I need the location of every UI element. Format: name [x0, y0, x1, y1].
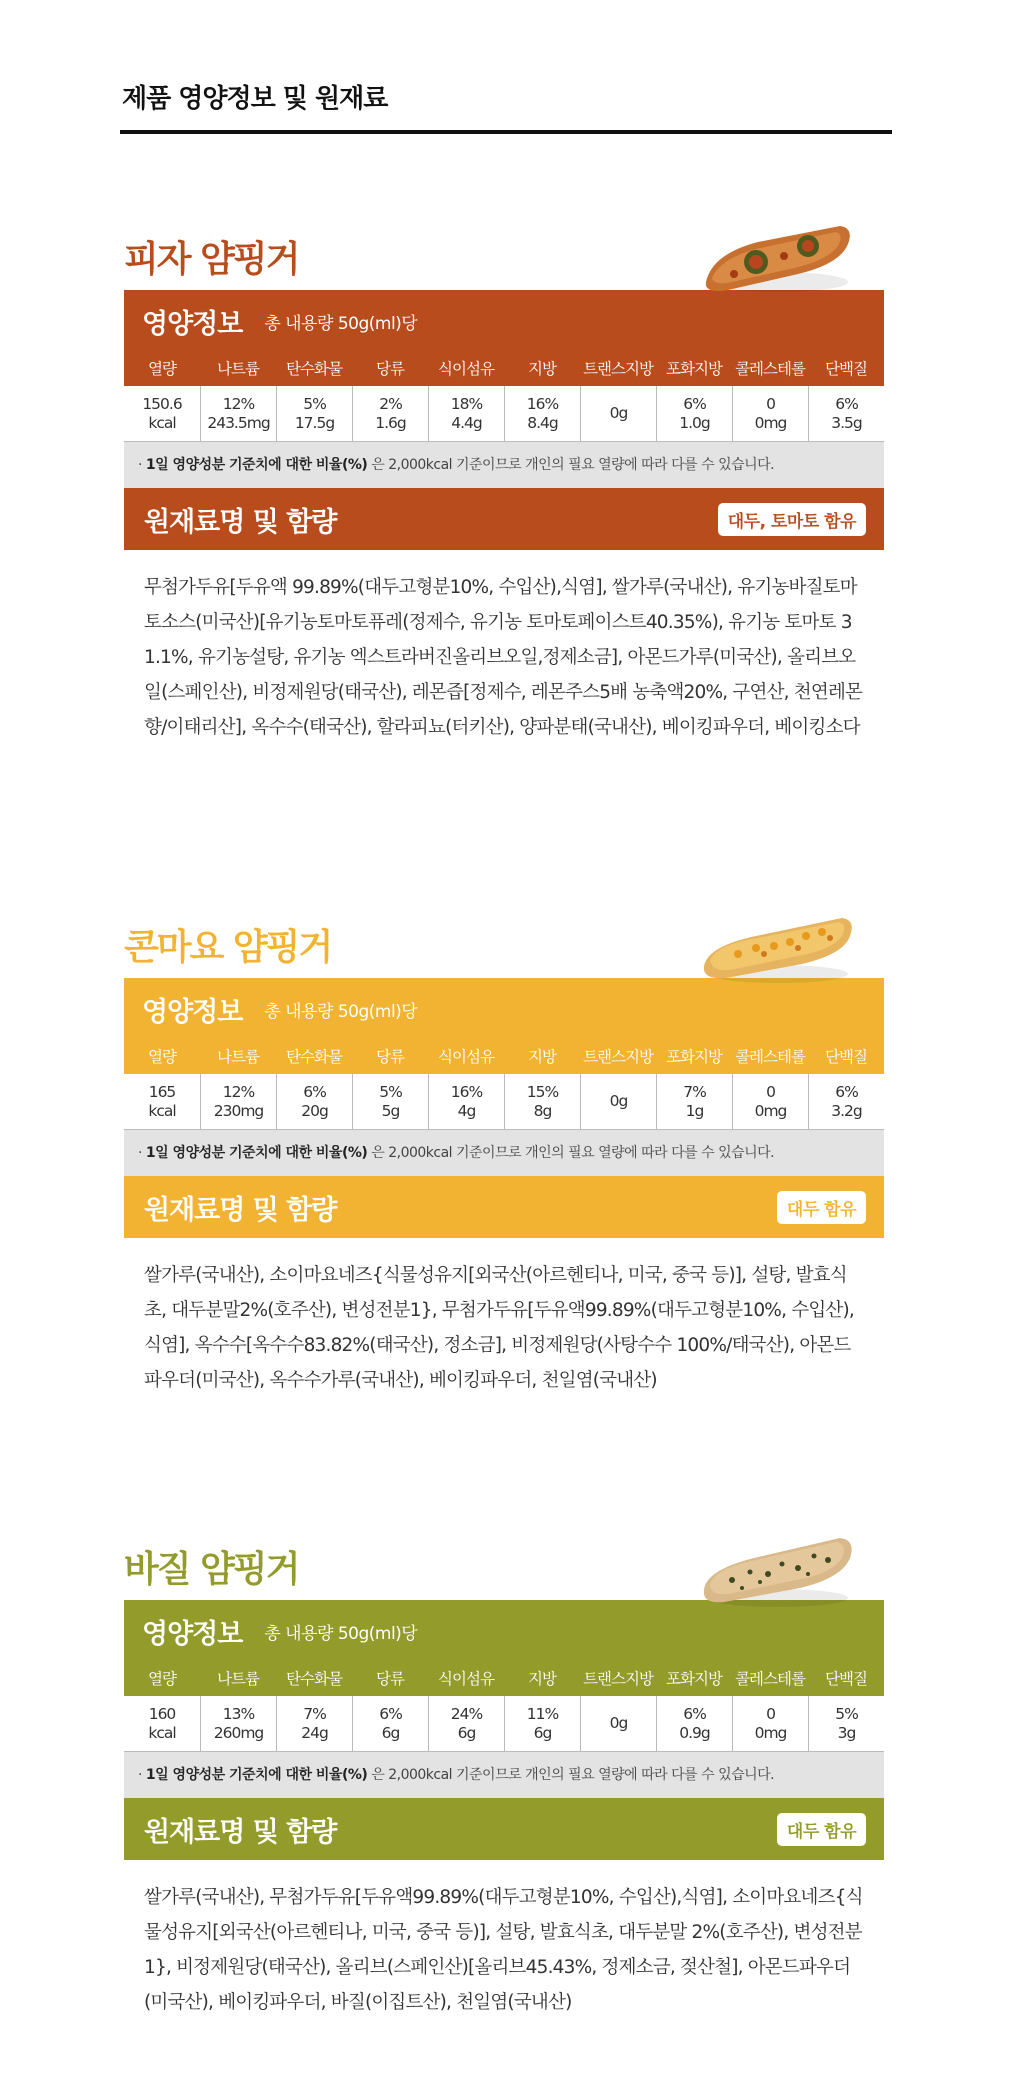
nutrition-value: 15% [526, 1082, 559, 1101]
nutrition-value-cell [428, 1696, 504, 1751]
nutrition-value: 5% [303, 394, 326, 413]
nutrition-value: 7% [303, 1704, 326, 1723]
nutrition-column-header: 당류 [376, 360, 404, 378]
nutrition-value-cell [656, 1696, 732, 1751]
ingredients-header [124, 1798, 884, 1860]
nutrition-column-header: 콜레스테롤 [735, 1670, 805, 1688]
nutrition-column-header: 식이섬유 [438, 1670, 494, 1688]
nutrition-value: 3.5g [831, 413, 862, 432]
daily-note-bold: 1일 영양성분 기준치에 대한 비율(%) [145, 457, 368, 473]
nutrition-value-cell [276, 1696, 352, 1751]
nutrition-value: 6% [683, 1704, 706, 1723]
nutrition-value: 0.9g [679, 1723, 710, 1742]
nutrition-value: 230mg [213, 1101, 264, 1120]
nutrition-column-header: 당류 [376, 1048, 404, 1066]
ingredients-label: 원재료명 및 함량 [144, 1194, 337, 1226]
nutrition-value-cell [428, 1074, 504, 1129]
nutrition-value: kcal [148, 1101, 176, 1120]
nutrition-value: 16% [450, 1082, 483, 1101]
nutrition-value: 24g [301, 1723, 328, 1742]
nutrition-value: 6% [835, 1082, 858, 1101]
daily-value-note [124, 442, 884, 488]
nutrition-value: 5% [379, 1082, 402, 1101]
allergen-badge: 대두 함유 [777, 1813, 866, 1846]
daily-note-rest: 은 2,000kcal 기준이므로 개인의 필요 열량에 따라 다를 수 있습니다. [367, 457, 775, 473]
nutrition-column-header: 트랜스지방 [583, 1670, 653, 1688]
nutrition-column-header: 단백질 [825, 360, 867, 378]
nutrition-value: 1g [685, 1101, 704, 1120]
daily-note-rest: 은 2,000kcal 기준이므로 개인의 필요 열량에 따라 다를 수 있습니다. [367, 1145, 775, 1161]
nutrition-value: 18% [450, 394, 483, 413]
nutrition-column-header: 단백질 [825, 1670, 867, 1688]
nutrition-column-headers [124, 1040, 884, 1074]
nutrition-value-cell [352, 1074, 428, 1129]
nutrition-column-header: 포화지방 [666, 1670, 722, 1688]
nutrition-value: 0mg [754, 1101, 787, 1120]
nutrition-value-cell [656, 1074, 732, 1129]
nutrition-column-header: 지방 [528, 1670, 556, 1688]
nutrition-values-row [124, 1074, 884, 1130]
product-section [124, 918, 884, 1398]
nutrition-column-headers [124, 352, 884, 386]
nutrition-value-cell [200, 1696, 276, 1751]
nutrition-value: 8.4g [527, 413, 558, 432]
nutrition-column-header: 열량 [148, 360, 176, 378]
daily-note-bullet: · [138, 457, 146, 473]
nutrition-label: 영양정보 [142, 308, 243, 340]
nutrition-value: 150.6 [142, 394, 182, 413]
nutrition-value: 0g [609, 1092, 628, 1110]
nutrition-column-header: 포화지방 [666, 360, 722, 378]
nutrition-value-cell [732, 1074, 808, 1129]
product-photo [698, 908, 858, 994]
nutrition-value-cell [200, 386, 276, 441]
nutrition-value-cell [808, 1696, 884, 1751]
nutrition-column-header: 열량 [148, 1670, 176, 1688]
product-section [124, 230, 884, 745]
nutrition-value: 243.5mg [207, 413, 270, 432]
ingredients-label: 원재료명 및 함량 [144, 1816, 337, 1848]
daily-note-bold: 1일 영양성분 기준치에 대한 비율(%) [145, 1767, 368, 1783]
nutrition-values-row [124, 1696, 884, 1752]
nutrition-value: 24% [450, 1704, 483, 1723]
nutrition-value-cell [276, 1074, 352, 1129]
nutrition-value: 8g [533, 1101, 552, 1120]
page-title: 제품 영양정보 및 원재료 [122, 84, 388, 114]
nutrition-value: 16% [526, 394, 559, 413]
nutrition-label: 영양정보 [142, 1618, 243, 1650]
nutrition-value-cell [124, 1696, 200, 1751]
nutrition-column-header: 나트륨 [217, 1670, 259, 1688]
product-photo [698, 220, 858, 306]
nutrition-value: 1.6g [375, 413, 406, 432]
nutrition-value-cell [504, 386, 580, 441]
nutrition-value: 0mg [754, 1723, 787, 1742]
allergen-badge: 대두 함유 [777, 1191, 866, 1224]
nutrition-value: 0 [766, 1704, 775, 1723]
nutrition-value-cell [352, 1696, 428, 1751]
nutrition-value-cell [732, 386, 808, 441]
nutrition-value: 160 [148, 1704, 176, 1723]
nutrition-column-header: 탄수화물 [286, 360, 342, 378]
product-photo [698, 1530, 858, 1616]
ingredients-header [124, 488, 884, 550]
nutrition-values-row [124, 386, 884, 442]
nutrition-value: 0 [766, 394, 775, 413]
nutrition-value: 6g [457, 1723, 476, 1742]
nutrition-value: 165 [148, 1082, 176, 1101]
nutrition-value-cell [808, 1074, 884, 1129]
serving-amount: 총 내용량 50g(ml)당 [264, 1623, 418, 1644]
nutrition-value-cell [580, 1074, 656, 1129]
nutrition-value-cell [124, 386, 200, 441]
nutrition-value: 12% [222, 1082, 255, 1101]
daily-value-note [124, 1752, 884, 1798]
nutrition-value: 0g [609, 404, 628, 422]
nutrition-value: 4.4g [451, 413, 482, 432]
daily-note-bullet: · [138, 1145, 146, 1161]
nutrition-value-cell [808, 386, 884, 441]
daily-note-rest: 은 2,000kcal 기준이므로 개인의 필요 열량에 따라 다를 수 있습니다. [367, 1767, 775, 1783]
nutrition-value-cell [656, 386, 732, 441]
nutrition-column-headers [124, 1662, 884, 1696]
nutrition-value: 4g [457, 1101, 476, 1120]
nutrition-value: 6% [379, 1704, 402, 1723]
ingredients-text: 쌀가루(국내산), 소이마요네즈{식물성유지[외국산(아르헨티나, 미국, 중국 등)], 설탕, 발효식초, 대두분말2%(호주산), 변성전분1}, 무첨가두유[두유액99.89%(대두고형분10%, 수입산),식염], 옥수수[옥수수83.82%(태국산), 정소금], 비정제원당(사탕수수 100%/태국산), 아몬드파우더(미국산), 옥수수가루(국내산), 베이킹파우더, 천일염(국내산) [144, 1265, 854, 1391]
nutrition-column-header: 탄수화물 [286, 1048, 342, 1066]
nutrition-value: 3g [837, 1723, 856, 1742]
nutrition-value: 0mg [754, 413, 787, 432]
nutrition-column-header: 콜레스테롤 [735, 360, 805, 378]
nutrition-value: 2% [379, 394, 402, 413]
nutrition-column-header: 단백질 [825, 1048, 867, 1066]
nutrition-value: 3.2g [831, 1101, 862, 1120]
nutrition-value: 0 [766, 1082, 775, 1101]
nutrition-column-header: 열량 [148, 1048, 176, 1066]
nutrition-value-cell [504, 1696, 580, 1751]
nutrition-value: kcal [148, 413, 176, 432]
nutrition-column-header: 식이섬유 [438, 1048, 494, 1066]
nutrition-value-cell [580, 1696, 656, 1751]
nutrition-value: 17.5g [294, 413, 335, 432]
nutrition-value-cell [732, 1696, 808, 1751]
serving-amount: 총 내용량 50g(ml)당 [264, 313, 418, 334]
nutrition-value: 5% [835, 1704, 858, 1723]
nutrition-value-cell [428, 386, 504, 441]
nutrition-value: kcal [148, 1723, 176, 1742]
nutrition-value: 6g [381, 1723, 400, 1742]
nutrition-column-header: 트랜스지방 [583, 360, 653, 378]
nutrition-column-header: 탄수화물 [286, 1670, 342, 1688]
nutrition-value: 11% [526, 1704, 559, 1723]
nutrition-value: 6% [835, 394, 858, 413]
product-name: 콘마요 얌핑거 [124, 927, 332, 968]
nutrition-value: 6% [683, 394, 706, 413]
nutrition-value: 260mg [213, 1723, 264, 1742]
ingredients-header [124, 1176, 884, 1238]
nutrition-value: 0g [609, 1714, 628, 1732]
nutrition-value-cell [124, 1074, 200, 1129]
product-section [124, 1540, 884, 2020]
nutrition-column-header: 나트륨 [217, 1048, 259, 1066]
nutrition-value: 13% [222, 1704, 255, 1723]
nutrition-value: 1.0g [679, 413, 710, 432]
nutrition-value: 6g [533, 1723, 552, 1742]
nutrition-value: 12% [222, 394, 255, 413]
nutrition-column-header: 포화지방 [666, 1048, 722, 1066]
daily-note-bold: 1일 영양성분 기준치에 대한 비율(%) [145, 1145, 368, 1161]
daily-note-bullet: · [138, 1767, 146, 1783]
nutrition-column-header: 지방 [528, 360, 556, 378]
nutrition-value-cell [276, 386, 352, 441]
nutrition-value-cell [504, 1074, 580, 1129]
nutrition-value: 6% [303, 1082, 326, 1101]
product-name: 바질 얌핑거 [124, 1549, 299, 1590]
ingredients-text: 쌀가루(국내산), 무첨가두유[두유액99.89%(대두고형분10%, 수입산),식염], 소이마요네즈{식물성유지[외국산(아르헨티나, 미국, 중국 등)], 설탕, 발효식초, 대두분말 2%(호주산), 변성전분1}, 비정제원당(태국산), 올리브(스페인산)[올리브45.43%, 정제소금, 젖산철], 아몬드파우더(미국산), 베이킹파우더, 바질(이집트산), 천일염(국내산) [144, 1887, 863, 2013]
nutrition-label: 영양정보 [142, 996, 243, 1028]
serving-amount: 총 내용량 50g(ml)당 [264, 1001, 418, 1022]
nutrition-value: 7% [683, 1082, 706, 1101]
title-divider [120, 130, 892, 134]
nutrition-column-header: 당류 [376, 1670, 404, 1688]
daily-value-note [124, 1130, 884, 1176]
nutrition-column-header: 콜레스테롤 [735, 1048, 805, 1066]
nutrition-column-header: 트랜스지방 [583, 1048, 653, 1066]
ingredients-text: 무첨가두유[두유액 99.89%(대두고형분10%, 수입산),식염], 쌀가루(국내산), 유기농바질토마토소스(미국산)[유기농토마토퓨레(정제수, 유기농 토마토페이스트40.35%), 유기농 토마토 31.1%, 유기농설탕, 유기농 엑스트라버진올리브오일,정제소금], 아몬드가루(미국산), 올리브오일(스페인산), 비정제원당(태국산), 레몬즙[정제수, 레몬주스5배 농축액20%, 구연산, 천연레몬향/이태리산], 옥수수(태국산), 할라피뇨(터키산), 양파분태(국내산), 베이킹파우더, 베이킹소다 [144, 577, 863, 738]
nutrition-column-header: 식이섬유 [438, 360, 494, 378]
nutrition-column-header: 나트륨 [217, 360, 259, 378]
nutrition-value: 5g [381, 1101, 400, 1120]
nutrition-value-cell [580, 386, 656, 441]
nutrition-value-cell [352, 386, 428, 441]
product-name: 피자 얌핑거 [124, 239, 299, 280]
nutrition-value: 20g [301, 1101, 328, 1120]
nutrition-column-header: 지방 [528, 1048, 556, 1066]
allergen-badge: 대두, 토마토 함유 [718, 503, 866, 536]
nutrition-value-cell [200, 1074, 276, 1129]
ingredients-label: 원재료명 및 함량 [144, 506, 337, 538]
